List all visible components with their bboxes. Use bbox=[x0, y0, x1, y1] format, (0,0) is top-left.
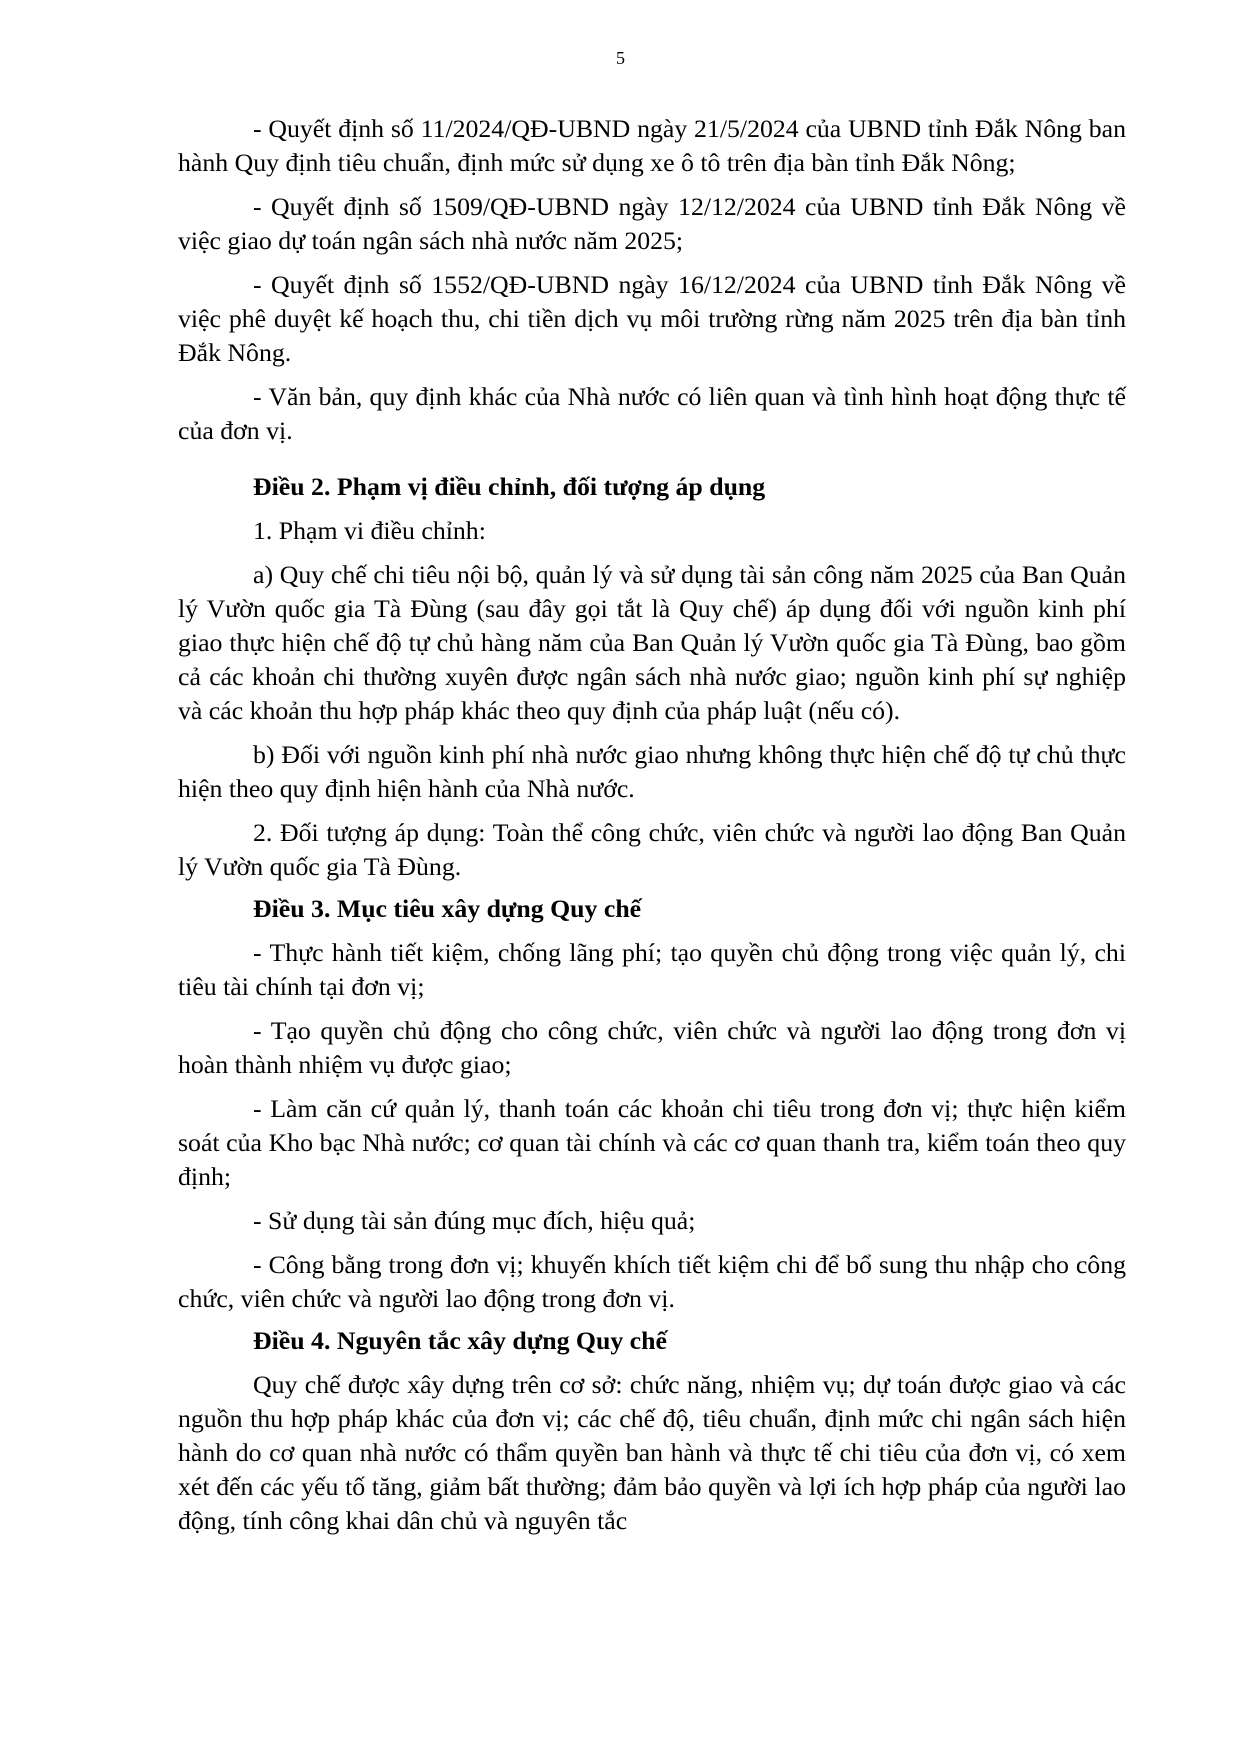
paragraph-other-documents: - Văn bản, quy định khác của Nhà nước có liên quan và tình hình hoạt động thực tế của đơn vị. bbox=[178, 382, 1126, 445]
list-item-objective: - Công bằng trong đơn vị; khuyến khích tiết kiệm chi để bổ sung thu nhập cho công chức, viên chức và người lao động trong đơn vị. bbox=[178, 1250, 1126, 1313]
heading-article-3: Điều 3. Mục tiêu xây dựng Quy chế bbox=[253, 894, 642, 923]
list-item-objective: - Làm căn cứ quản lý, thanh toán các khoản chi tiêu trong đơn vị; thực hiện kiểm soát của Kho bạc Nhà nước; cơ quan tài chính và các cơ quan thanh tra, kiểm toán theo quy định; bbox=[178, 1094, 1126, 1191]
list-item-objective: - Thực hành tiết kiệm, chống lãng phí; tạo quyền chủ động trong việc quản lý, chi tiêu tài chính tại đơn vị; bbox=[178, 938, 1126, 1001]
paragraph-decision-1552: - Quyết định số 1552/QĐ-UBND ngày 16/12/2024 của UBND tỉnh Đắk Nông về việc phê duyệt kế hoạch thu, chi tiền dịch vụ môi trường rừng năm 2025 trên địa bàn tỉnh Đắk Nông. bbox=[178, 270, 1126, 367]
document-body bbox=[178, 112, 1126, 1548]
paragraph-scope-title: 1. Phạm vi điều chỉnh: bbox=[253, 516, 486, 545]
page-number: 5 bbox=[616, 48, 625, 68]
paragraph-decision-11-2024: - Quyết định số 11/2024/QĐ-UBND ngày 21/5/2024 của UBND tỉnh Đắk Nông ban hành Quy định tiêu chuẩn, định mức sử dụng xe ô tô trên địa bàn tỉnh Đắk Nông; bbox=[178, 114, 1126, 177]
paragraph-decision-1509: - Quyết định số 1509/QĐ-UBND ngày 12/12/2024 của UBND tỉnh Đắk Nông về việc giao dự toán ngân sách nhà nước năm 2025; bbox=[178, 192, 1126, 255]
paragraph-subjects: 2. Đối tượng áp dụng: Toàn thể công chức, viên chức và người lao động Ban Quản lý Vườn quốc gia Tà Đùng. bbox=[178, 818, 1126, 881]
list-item-objective: - Tạo quyền chủ động cho công chức, viên chức và người lao động trong đơn vị hoàn thành nhiệm vụ được giao; bbox=[178, 1016, 1126, 1079]
heading-article-4: Điều 4. Nguyên tắc xây dựng Quy chế bbox=[253, 1326, 667, 1355]
list-item-objective: - Sử dụng tài sản đúng mục đích, hiệu quả; bbox=[253, 1206, 696, 1235]
heading-article-2: Điều 2. Phạm vị điều chỉnh, đối tượng áp dụng bbox=[253, 472, 766, 501]
paragraph-principles: Quy chế được xây dựng trên cơ sở: chức năng, nhiệm vụ; dự toán được giao và các nguồn thu hợp pháp khác của đơn vị; các chế độ, tiêu chuẩn, định mức chi ngân sách hiện hành do cơ quan nhà nước có thẩm quyền ban hành và thực tế chi tiêu của đơn vị, có xem xét đến các yếu tố tăng, giảm bất thường; đảm bảo quyền và lợi ích hợp pháp của người lao động, tính công khai dân chủ và nguyên tắc bbox=[178, 1370, 1126, 1535]
paragraph-scope-b: b) Đối với nguồn kinh phí nhà nước giao nhưng không thực hiện chế độ tự chủ thực hiện theo quy định hiện hành của Nhà nước. bbox=[178, 740, 1126, 803]
paragraph-scope-a: a) Quy chế chi tiêu nội bộ, quản lý và sử dụng tài sản công năm 2025 của Ban Quản lý Vườn quốc gia Tà Đùng (sau đây gọi tắt là Quy chế) áp dụng đối với nguồn kinh phí giao thực hiện chế độ tự chủ hàng năm của Ban Quản lý Vườn quốc gia Tà Đùng, bao gồm cả các khoản chi thường xuyên được ngân sách nhà nước giao; nguồn kinh phí sự nghiệp và các khoản thu hợp pháp khác theo quy định của pháp luật (nếu có). bbox=[178, 560, 1126, 725]
